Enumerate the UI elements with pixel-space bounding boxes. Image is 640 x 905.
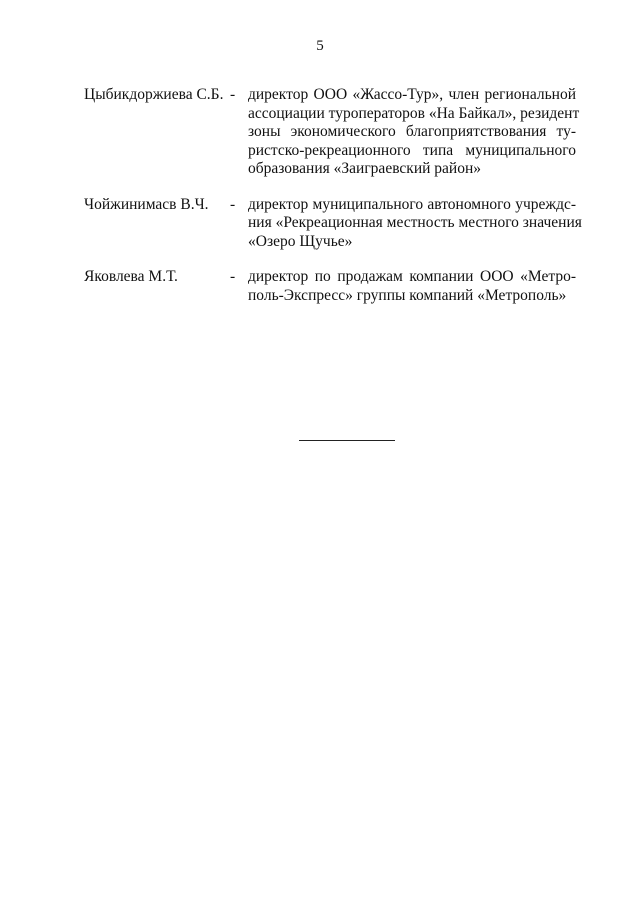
description-line: поль-Экспресс» группы компаний «Метрополь»	[248, 286, 567, 304]
member-list	[84, 86, 582, 322]
description-line: директор по продажам компании ООО «Метро-	[248, 268, 576, 285]
description-line: образования «Заиграевский район»	[248, 160, 482, 177]
description-line: зоны экономического благоприятствования ту-	[248, 123, 576, 140]
description-line: директор муниципального автономного учреждс-	[248, 195, 576, 213]
description-line: директор ООО «Жассо-Тур», член региональной	[248, 86, 576, 103]
member-description	[248, 195, 582, 252]
member-name: Чойжинимасв В.Ч.	[84, 195, 209, 213]
separator-dash: -	[230, 195, 236, 213]
description-line: ассоциации туроператоров «На Байкал», резидент	[248, 104, 580, 122]
member-name: Цыбикдоржиева С.Б.	[84, 86, 224, 103]
list-item	[84, 195, 582, 252]
list-item	[84, 268, 576, 305]
member-description	[248, 86, 580, 179]
member-description	[248, 268, 576, 305]
description-line: ристско-рекреационного типа муниципального	[248, 141, 576, 159]
end-of-document-rule	[299, 440, 395, 441]
page-number: 5	[316, 38, 324, 54]
separator-dash: -	[230, 86, 236, 103]
description-line: ния «Рекреационная местность местного значения	[248, 214, 582, 231]
list-item	[84, 86, 580, 179]
member-name: Яковлева М.Т.	[84, 268, 178, 285]
description-line: «Озеро Щучье»	[248, 232, 353, 250]
separator-dash: -	[230, 268, 236, 285]
